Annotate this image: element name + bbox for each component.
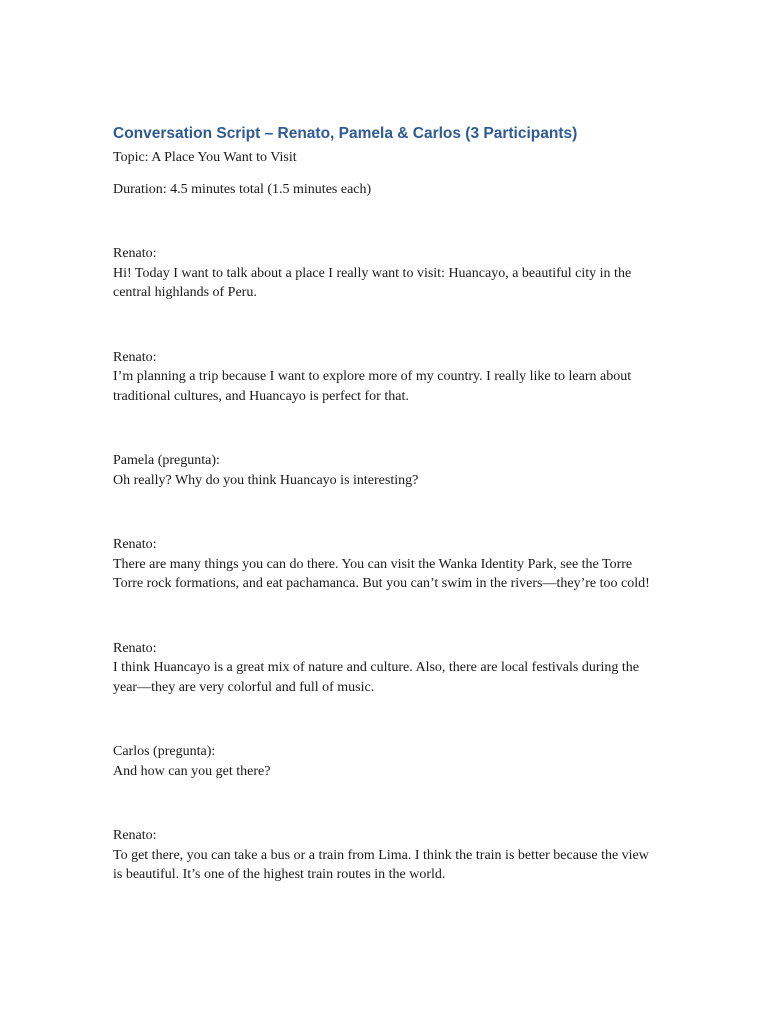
speaker-label: Renato: (113, 246, 157, 261)
turn-text: To get there, you can take a bus or a train from Lima. I think the train is better because the view is beautiful. It’s one of the highest train routes in the world. (113, 847, 649, 882)
turn-text: There are many things you can do there. You can visit the Wanka Identity Park, see the Torre Torre rock formations, and eat pachamanca. But you can’t swim in the rivers—they’re too cold! (113, 556, 650, 591)
conversation-turn (113, 348, 661, 407)
turn-text: Oh really? Why do you think Huancayo is interesting? (113, 472, 419, 488)
turn-text: And how can you get there? (113, 763, 271, 779)
turn-text: Hi! Today I want to talk about a place I really want to visit: Huancayo, a beautiful city in the central highlands of Peru. (113, 265, 632, 300)
document-page (113, 124, 661, 885)
duration-line: Duration: 4.5 minutes total (1.5 minutes each) (113, 182, 372, 197)
document-title: Conversation Script – Renato, Pamela & Carlos (3 Participants) (113, 125, 578, 142)
speaker-label: Renato: (113, 640, 157, 656)
conversation-turn (113, 535, 661, 594)
speaker-label: Renato: (113, 349, 157, 365)
topic-line: Topic: A Place You Want to Visit (113, 150, 297, 165)
conversation-turn (113, 742, 661, 781)
conversation-turns (113, 244, 661, 885)
conversation-turn (113, 244, 661, 303)
turn-text: I’m planning a trip because I want to explore more of my country. I really like to learn about traditional cultures, and Huancayo is perfect for that. (113, 369, 632, 404)
speaker-label: Pamela (pregunta): (113, 453, 220, 468)
speaker-label: Renato: (113, 828, 157, 843)
conversation-turn (113, 451, 661, 490)
conversation-turn (113, 639, 661, 698)
speaker-label: Carlos (pregunta): (113, 744, 216, 759)
speaker-label: Renato: (113, 537, 157, 552)
turn-text: I think Huancayo is a great mix of nature and culture. Also, there are local festivals during the year—they are very colorful and full of music. (113, 660, 639, 695)
conversation-turn (113, 826, 661, 885)
